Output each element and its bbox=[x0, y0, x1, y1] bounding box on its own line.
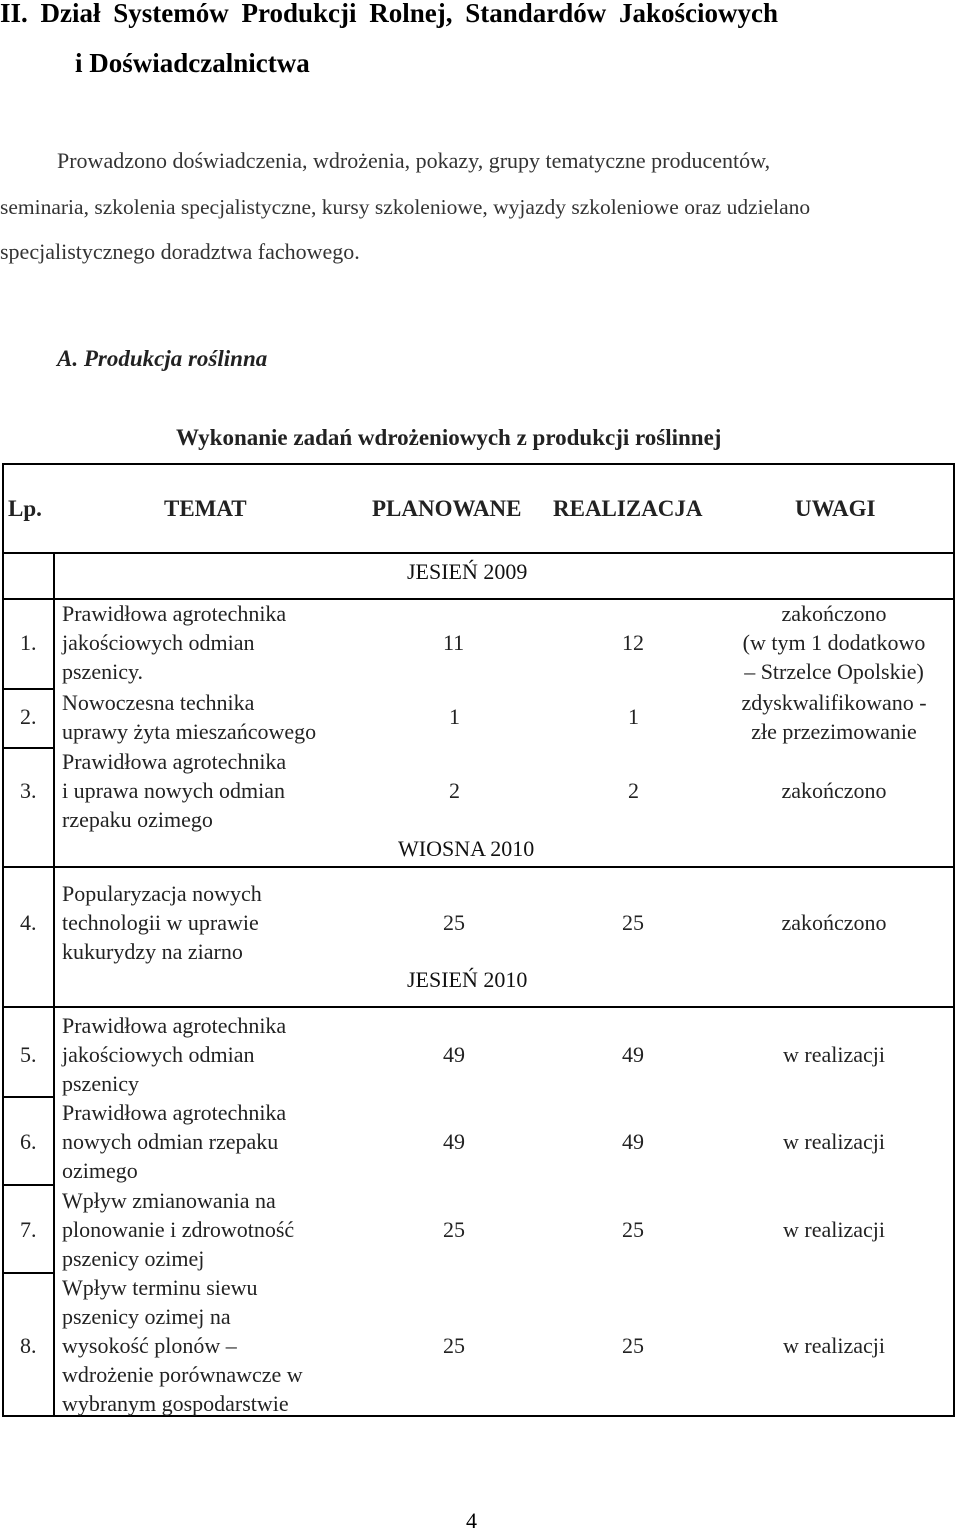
row-uwagi-line: w realizacji bbox=[783, 1129, 885, 1154]
row-realizacja: 12 bbox=[622, 630, 644, 655]
lp-row-divider-2 bbox=[2, 747, 55, 749]
lp-row-divider-7 bbox=[2, 1272, 55, 1274]
row-temat-line: wysokość plonów – bbox=[62, 1333, 237, 1358]
row-temat-line: Popularyzacja nowych bbox=[62, 881, 262, 906]
header-divider bbox=[2, 552, 955, 554]
row-planowane: 25 bbox=[443, 1333, 465, 1358]
row-uwagi-line: w realizacji bbox=[783, 1217, 885, 1242]
row-uwagi-line: zakończono bbox=[781, 778, 887, 803]
row-realizacja: 25 bbox=[622, 1217, 644, 1242]
row-realizacja: 1 bbox=[628, 704, 639, 729]
subsection-title: A. Produkcja roślinna bbox=[57, 346, 268, 371]
row-planowane: 1 bbox=[449, 704, 460, 729]
row-planowane: 25 bbox=[443, 1217, 465, 1242]
header-temat: TEMAT bbox=[164, 496, 247, 521]
row-lp: 7. bbox=[20, 1217, 37, 1242]
row-planowane: 2 bbox=[449, 778, 460, 803]
row-realizacja: 49 bbox=[622, 1129, 644, 1154]
row-uwagi-line: w realizacji bbox=[783, 1333, 885, 1358]
header-planowane: PLANOWANE bbox=[372, 496, 522, 521]
row-planowane: 49 bbox=[443, 1042, 465, 1067]
page-number: 4 bbox=[466, 1508, 477, 1533]
row-realizacja: 25 bbox=[622, 910, 644, 935]
row-lp: 8. bbox=[20, 1333, 37, 1358]
row-temat-line: uprawy żyta mieszańcowego bbox=[62, 719, 317, 744]
row-temat-line: Wpływ terminu siewu bbox=[62, 1275, 258, 1300]
row-temat-line: pszenicy bbox=[62, 1071, 139, 1096]
row-temat-line: Prawidłowa agrotechnika bbox=[62, 1013, 287, 1038]
row-uwagi-line: złe przezimowanie bbox=[751, 719, 917, 744]
row-temat-line: i uprawa nowych odmian bbox=[62, 778, 285, 803]
row-lp: 2. bbox=[20, 704, 37, 729]
lp-row-divider-6 bbox=[2, 1184, 55, 1186]
row-temat-line: kukurydzy na ziarno bbox=[62, 939, 243, 964]
row-temat-line: pszenicy ozimej bbox=[62, 1246, 205, 1271]
lp-column-divider bbox=[53, 553, 55, 1417]
lp-row-divider-1 bbox=[2, 688, 55, 690]
row-lp: 3. bbox=[20, 778, 37, 803]
row-uwagi-line: zakończono bbox=[781, 910, 887, 935]
row-realizacja: 25 bbox=[622, 1333, 644, 1358]
intro-line-3: specjalistycznego doradztwa fachowego. bbox=[0, 239, 360, 264]
row-temat-line: plonowanie i zdrowotność bbox=[62, 1217, 295, 1242]
row-temat-line: jakościowych odmian bbox=[62, 630, 255, 655]
season-divider-2 bbox=[2, 866, 955, 868]
row-temat-line: Prawidłowa agrotechnika bbox=[62, 1100, 287, 1125]
intro-line-2: seminaria, szkolenia specjalistyczne, kursy szkoleniowe, wyjazdy szkoleniowe oraz udzielano bbox=[0, 195, 811, 219]
row-uwagi-line: zdyskwalifikowano - bbox=[741, 690, 927, 715]
row-lp: 5. bbox=[20, 1042, 37, 1067]
header-uwagi: UWAGI bbox=[795, 496, 876, 521]
row-lp: 4. bbox=[20, 910, 37, 935]
header-lp: Lp. bbox=[8, 496, 42, 521]
row-lp: 6. bbox=[20, 1129, 37, 1154]
header-realizacja: REALIZACJA bbox=[553, 496, 703, 521]
row-realizacja: 2 bbox=[628, 778, 639, 803]
row-temat-line: pszenicy. bbox=[62, 659, 144, 684]
row-temat-line: nowych odmian rzepaku bbox=[62, 1129, 279, 1154]
row-temat-line: pszenicy ozimej na bbox=[62, 1304, 231, 1329]
row-planowane: 49 bbox=[443, 1129, 465, 1154]
row-temat-line: Wpływ zmianowania na bbox=[62, 1188, 276, 1213]
row-temat-line: ozimego bbox=[62, 1158, 138, 1183]
row-uwagi-line: (w tym 1 dodatkowo bbox=[742, 630, 926, 655]
season-label-spring-2010: WIOSNA 2010 bbox=[398, 836, 535, 861]
row-planowane: 11 bbox=[443, 630, 465, 655]
row-lp: 1. bbox=[20, 630, 37, 655]
season-label-autumn-2010: JESIEŃ 2010 bbox=[407, 967, 528, 992]
season-divider-3 bbox=[2, 1006, 955, 1008]
row-temat-line: rzepaku ozimego bbox=[62, 807, 213, 832]
lp-row-divider-5 bbox=[2, 1096, 55, 1098]
intro-line-1: Prowadzono doświadczenia, wdrożenia, pokazy, grupy tematyczne producentów, bbox=[57, 148, 771, 173]
row-temat-line: Prawidłowa agrotechnika bbox=[62, 749, 287, 774]
row-uwagi-line: – Strzelce Opolskie) bbox=[744, 659, 924, 684]
row-planowane: 25 bbox=[443, 910, 465, 935]
row-temat-line: Nowoczesna technika bbox=[62, 690, 255, 715]
row-temat-line: jakościowych odmian bbox=[62, 1042, 255, 1067]
section-heading: II. Dział Systemów Produkcji Rolnej, Standardów Jakościowych bbox=[0, 0, 779, 28]
row-temat-line: wybranym gospodarstwie bbox=[62, 1391, 289, 1416]
table-caption: Wykonanie zadań wdrożeniowych z produkcji roślinnej bbox=[176, 425, 722, 450]
season-label-autumn-2009: JESIEŃ 2009 bbox=[407, 559, 528, 584]
row-temat-line: Prawidłowa agrotechnika bbox=[62, 601, 287, 626]
row-uwagi-line: w realizacji bbox=[783, 1042, 885, 1067]
row-uwagi-line: zakończono bbox=[781, 601, 887, 626]
section-heading-continued: i Doświadczalnictwa bbox=[75, 48, 310, 78]
row-temat-line: wdrożenie porównawcze w bbox=[62, 1362, 303, 1387]
row-temat-line: technologii w uprawie bbox=[62, 910, 259, 935]
row-realizacja: 49 bbox=[622, 1042, 644, 1067]
